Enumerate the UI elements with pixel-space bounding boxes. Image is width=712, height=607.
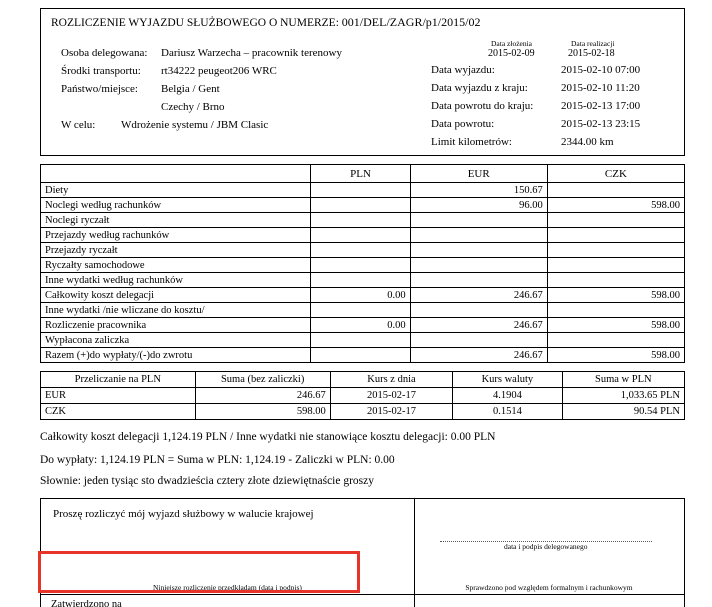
cost-row-eur — [410, 258, 547, 273]
date-head-left: Data złożenia — [491, 39, 533, 48]
cost-row-name: Ryczałty samochodowe — [41, 258, 311, 273]
right-field-value-2: 2015-02-13 17:00 — [561, 100, 641, 112]
cost-row-eur — [410, 303, 547, 318]
exchange-rate: 4.1904 — [453, 388, 562, 404]
cost-row-eur — [410, 228, 547, 243]
table-row — [41, 388, 685, 404]
approval-label: Zatwierdzono na — [51, 599, 122, 607]
table-row — [41, 333, 685, 348]
right-field-label-4: Limit kilometrów: — [431, 136, 512, 148]
cost-row-name: Noclegi według rachunków — [41, 198, 311, 213]
exchange-currency: EUR — [41, 388, 196, 404]
cost-row-eur — [410, 333, 547, 348]
cost-row-pln — [311, 273, 410, 288]
cost-row-pln — [311, 258, 410, 273]
cost-row-eur: 150.67 — [410, 183, 547, 198]
date-submitted-value: 2015-02-09 — [488, 48, 535, 59]
document-header-title — [51, 15, 676, 30]
cost-row-pln — [311, 183, 410, 198]
cost-row-pln — [311, 198, 410, 213]
delegate-signature-field[interactable] — [440, 529, 652, 551]
right-field-label-0: Data wyjazdu: — [431, 64, 495, 76]
field-value-1: rt34222 peugeot206 WRC — [161, 65, 277, 77]
cost-row-czk: 598.00 — [547, 288, 684, 303]
right-field-label-2: Data powrotu do kraju: — [431, 100, 534, 112]
cost-row-name: Inne wydatki według rachunków — [41, 273, 311, 288]
field-value-2: Belgia / Gent — [161, 83, 220, 95]
cost-row-pln — [311, 213, 410, 228]
cost-row-czk — [547, 228, 684, 243]
exchange-table — [40, 371, 685, 420]
summary-in-words: Słownie: jeden tysiąc sto dwadzieścia cztery złote dziewiętnaście groszy — [40, 475, 375, 487]
exchange-sum: 598.00 — [195, 404, 330, 420]
field-label-1: Środki transportu: — [61, 65, 141, 77]
cost-row-czk — [547, 303, 684, 318]
cost-row-czk — [547, 258, 684, 273]
cost-col-1: PLN — [311, 165, 410, 183]
exchange-rate-date: 2015-02-17 — [330, 404, 452, 420]
cost-col-2: EUR — [410, 165, 547, 183]
signature-block — [40, 498, 685, 607]
cost-row-eur: 246.67 — [410, 288, 547, 303]
cost-row-name: Razem (+)do wypłaty/(-)do zwrotu — [41, 348, 311, 363]
cost-row-eur — [410, 213, 547, 228]
cost-row-pln — [311, 303, 410, 318]
cost-row-czk: 598.00 — [547, 198, 684, 213]
highlight-box — [38, 551, 360, 593]
cost-row-czk — [547, 333, 684, 348]
field-label-4: W celu: — [61, 119, 96, 131]
table-row — [41, 273, 685, 288]
exchange-col-2: Kurs z dnia — [330, 372, 452, 388]
exchange-col-1: Suma (bez zaliczki) — [195, 372, 330, 388]
delegate-signature-caption: data i podpis delegowanego — [503, 542, 588, 551]
cost-row-name: Rozliczenie pracownika — [41, 318, 311, 333]
table-row — [41, 303, 685, 318]
verification-signature-area[interactable] — [414, 554, 684, 594]
cost-row-czk: 598.00 — [547, 348, 684, 363]
right-field-label-1: Data wyjazdu z kraju: — [431, 82, 528, 94]
cost-row-pln: 0.00 — [311, 318, 410, 333]
document-header-label: ROZLICZENIE WYJAZDU SŁUŻBOWEGO O NUMERZE: — [51, 17, 339, 29]
right-field-label-3: Data powrotu: — [431, 118, 495, 130]
cost-row-pln — [311, 228, 410, 243]
table-row — [41, 243, 685, 258]
field-value-4: Wdrożenie systemu / JBM Clasic — [121, 119, 269, 131]
exchange-rate: 0.1514 — [453, 404, 562, 420]
field-label-2: Państwo/miejsce: — [61, 83, 138, 95]
exchange-sum-pln: 90.54 PLN — [562, 404, 684, 420]
cost-row-name: Diety — [41, 183, 311, 198]
verification-signature-caption: Sprawdzono pod względem formalnym i rachunkowym — [465, 583, 633, 592]
document-header-box — [40, 8, 685, 156]
cost-col-0 — [41, 165, 311, 183]
exchange-table-header-row — [41, 372, 685, 388]
field-value-0: Dariusz Warzecha – pracownik terenowy — [161, 47, 342, 59]
summary-total-cost: Całkowity koszt delegacji 1,124.19 PLN / Inne wydatki nie stanowiące kosztu delegacji: 0.00 PLN — [40, 431, 496, 443]
table-row — [41, 183, 685, 198]
cost-row-eur: 246.67 — [410, 318, 547, 333]
cost-row-name: Przejazdy według rachunków — [41, 228, 311, 243]
cost-row-pln — [311, 348, 410, 363]
cost-row-czk — [547, 183, 684, 198]
cost-row-eur — [410, 243, 547, 258]
exchange-col-0: Przeliczanie na PLN — [41, 372, 196, 388]
cost-col-3: CZK — [547, 165, 684, 183]
field-label-0: Osoba delegowana: — [61, 47, 148, 59]
right-field-value-3: 2015-02-13 23:15 — [561, 118, 641, 130]
cost-row-czk: 598.00 — [547, 318, 684, 333]
table-row — [41, 288, 685, 303]
cost-row-pln — [311, 243, 410, 258]
table-row — [41, 198, 685, 213]
cost-row-name: Noclegi ryczałt — [41, 213, 311, 228]
cost-row-pln: 0.00 — [311, 288, 410, 303]
cost-table — [40, 164, 685, 363]
cost-table-header-row — [41, 165, 685, 183]
summary-payout: Do wypłaty: 1,124.19 PLN = Suma w PLN: 1,124.19 - Zaliczki w PLN: 0.00 — [40, 454, 395, 466]
date-realized-value: 2015-02-18 — [568, 48, 615, 59]
right-field-value-0: 2015-02-10 07:00 — [561, 64, 641, 76]
cost-row-pln — [311, 333, 410, 348]
field-value-3: Czechy / Brno — [161, 101, 225, 113]
right-field-value-4: 2344.00 km — [561, 136, 614, 148]
table-row — [41, 404, 685, 420]
table-row — [41, 348, 685, 363]
exchange-rate-date: 2015-02-17 — [330, 388, 452, 404]
exchange-sum: 246.67 — [195, 388, 330, 404]
table-row — [41, 258, 685, 273]
date-head-right: Data realizacji — [571, 39, 615, 48]
settlement-request-note: Proszę rozliczyć mój wyjazd służbowy w walucie krajowej — [53, 508, 314, 520]
cost-row-name: Całkowity koszt delegacji — [41, 288, 311, 303]
exchange-col-4: Suma w PLN — [562, 372, 684, 388]
exchange-currency: CZK — [41, 404, 196, 420]
delegate-signature-line — [440, 529, 652, 542]
cost-row-czk — [547, 273, 684, 288]
table-row — [41, 318, 685, 333]
cost-row-eur — [410, 273, 547, 288]
cost-row-name: Inne wydatki /nie wliczane do kosztu/ — [41, 303, 311, 318]
cost-row-czk — [547, 213, 684, 228]
document-info-block — [51, 37, 676, 149]
table-row — [41, 228, 685, 243]
document-header-number: 001/DEL/ZAGR/p1/2015/02 — [341, 15, 481, 29]
cost-row-name: Przejazdy ryczałt — [41, 243, 311, 258]
cost-row-eur: 96.00 — [410, 198, 547, 213]
right-field-value-1: 2015-02-10 11:20 — [561, 82, 640, 94]
cost-row-czk — [547, 243, 684, 258]
employee-signature-caption: Niniejsze rozliczenie przedkładam (data i podpis) — [153, 583, 302, 592]
signature-horizontal-divider — [41, 594, 684, 595]
table-row — [41, 213, 685, 228]
exchange-sum-pln: 1,033.65 PLN — [562, 388, 684, 404]
document-sheet — [40, 8, 685, 607]
cost-row-name: Wypłacona zaliczka — [41, 333, 311, 348]
cost-row-eur: 246.67 — [410, 348, 547, 363]
exchange-col-3: Kurs waluty — [453, 372, 562, 388]
